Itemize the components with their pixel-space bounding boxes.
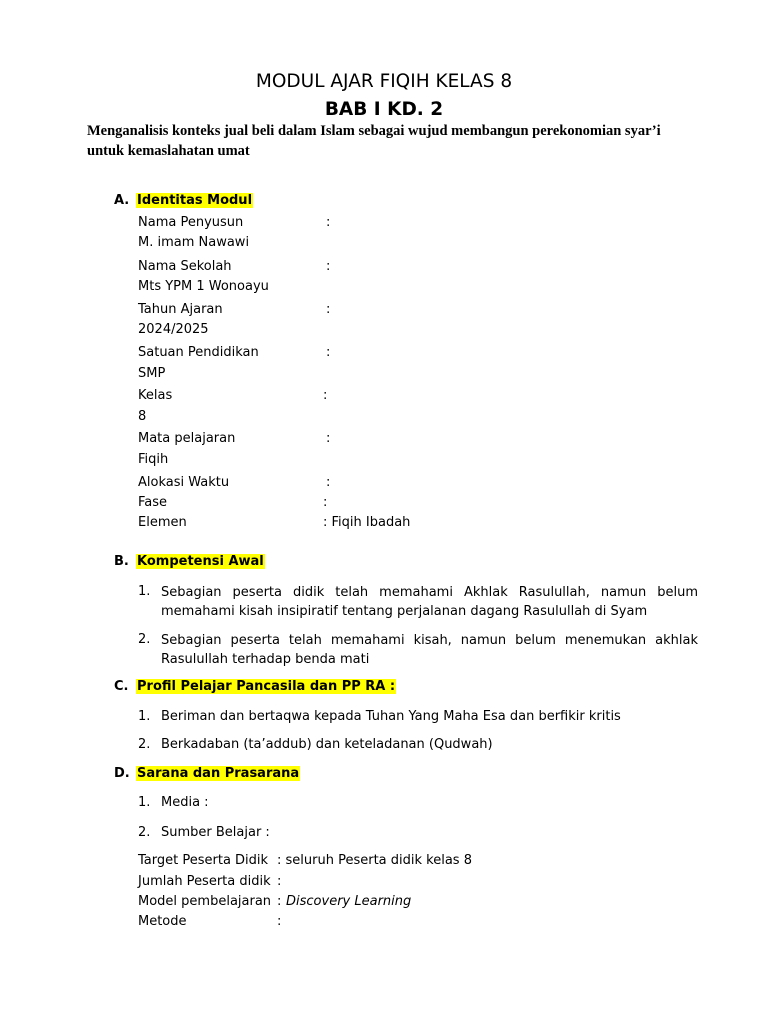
list-number: 1. [138, 709, 151, 724]
document-subtitle: BAB I KD. 2 [324, 99, 444, 120]
section-a-heading [114, 193, 414, 213]
field-label-nama-penyusun: Nama Penyusun [138, 215, 244, 230]
section-d-letter: D. [114, 766, 130, 781]
list-item-text: Sebagian peserta didik telah memahami Akhlak Rasulullah, namun belum memahami kisah insipiratif tentang perjalanan dagang Rasulullah di Syam [161, 585, 698, 619]
detail-value-model: Discovery Learning [286, 894, 412, 909]
list-item-text: Sebagian peserta telah memahami kisah, namun belum menemukan akhlak Rasulullah terhadap benda mati [161, 633, 698, 667]
detail-value-target: : seluruh Peserta didik kelas 8 [277, 853, 472, 868]
field-value-mata-pelajaran: Fiqih [138, 452, 169, 467]
field-sep-alokasi-waktu: : [326, 475, 331, 490]
section-c-letter: C. [114, 679, 129, 694]
detail-label-model: Model pembelajaran [138, 894, 272, 909]
field-label-tahun-ajaran: Tahun Ajaran [138, 302, 223, 317]
list-number: 1. [138, 584, 151, 599]
field-label-kelas: Kelas [138, 388, 173, 403]
document-description: Menganalisis konteks jual beli dalam Islam sebagai wujud membangun perekonomian syar’i untuk kemaslahatan umat [87, 123, 661, 159]
field-sep-tahun-ajaran: : [326, 302, 331, 317]
section-c-title: Profil Pelajar Pancasila dan PP RA : [137, 679, 396, 694]
section-d-heading [114, 766, 414, 786]
section-c-heading [114, 679, 514, 699]
detail-value-jumlah: : [277, 874, 282, 889]
field-label-satuan-pendidikan: Satuan Pendidikan [138, 345, 259, 360]
section-b-heading [114, 554, 414, 574]
list-number: 1. [138, 795, 151, 810]
list-number: 2. [138, 737, 151, 752]
field-sep-satuan-pendidikan: : [326, 345, 331, 360]
detail-label-jumlah: Jumlah Peserta didik [138, 874, 271, 889]
section-b-title: Kompetensi Awal [137, 554, 264, 569]
field-value-tahun-ajaran: 2024/2025 [138, 322, 209, 337]
field-label-mata-pelajaran: Mata pelajaran [138, 431, 236, 446]
field-value-kelas: 8 [138, 409, 147, 424]
field-sep-elemen: : Fiqih Ibadah [323, 515, 411, 530]
field-value-nama-sekolah: Mts YPM 1 Wonoayu [138, 279, 269, 294]
field-label-elemen: Elemen [138, 515, 187, 530]
detail-sep-model: : [277, 894, 282, 909]
list-number: 2. [138, 632, 151, 647]
detail-label-target: Target Peserta Didik [138, 853, 269, 868]
field-sep-nama-sekolah: : [326, 259, 331, 274]
field-sep-kelas: : [323, 388, 328, 403]
list-item-text: Berkadaban (ta’addub) dan keteladanan (Qudwah) [161, 737, 493, 752]
section-d-title: Sarana dan Prasarana [137, 766, 300, 781]
list-item-text: Sumber Belajar : [161, 825, 270, 840]
section-b-letter: B. [114, 554, 129, 569]
field-label-fase: Fase [138, 495, 168, 510]
list-item-text: Beriman dan bertaqwa kepada Tuhan Yang Maha Esa dan berfikir kritis [161, 709, 621, 724]
field-sep-fase: : [323, 495, 328, 510]
document-title: MODUL AJAR FIQIH KELAS 8 [255, 71, 513, 92]
section-a-letter: A. [114, 193, 130, 208]
field-sep-mata-pelajaran: : [326, 431, 331, 446]
field-label-alokasi-waktu: Alokasi Waktu [138, 475, 230, 490]
field-value-satuan-pendidikan: SMP [138, 366, 166, 381]
field-value-nama-penyusun: M. imam Nawawi [138, 235, 250, 250]
field-sep-nama-penyusun: : [326, 215, 331, 230]
field-label-nama-sekolah: Nama Sekolah [138, 259, 232, 274]
list-item-text: Media : [161, 795, 209, 810]
detail-value-metode: : [277, 914, 282, 929]
detail-label-metode: Metode [138, 914, 187, 929]
section-a-title: Identitas Modul [137, 193, 253, 208]
list-number: 2. [138, 825, 151, 840]
